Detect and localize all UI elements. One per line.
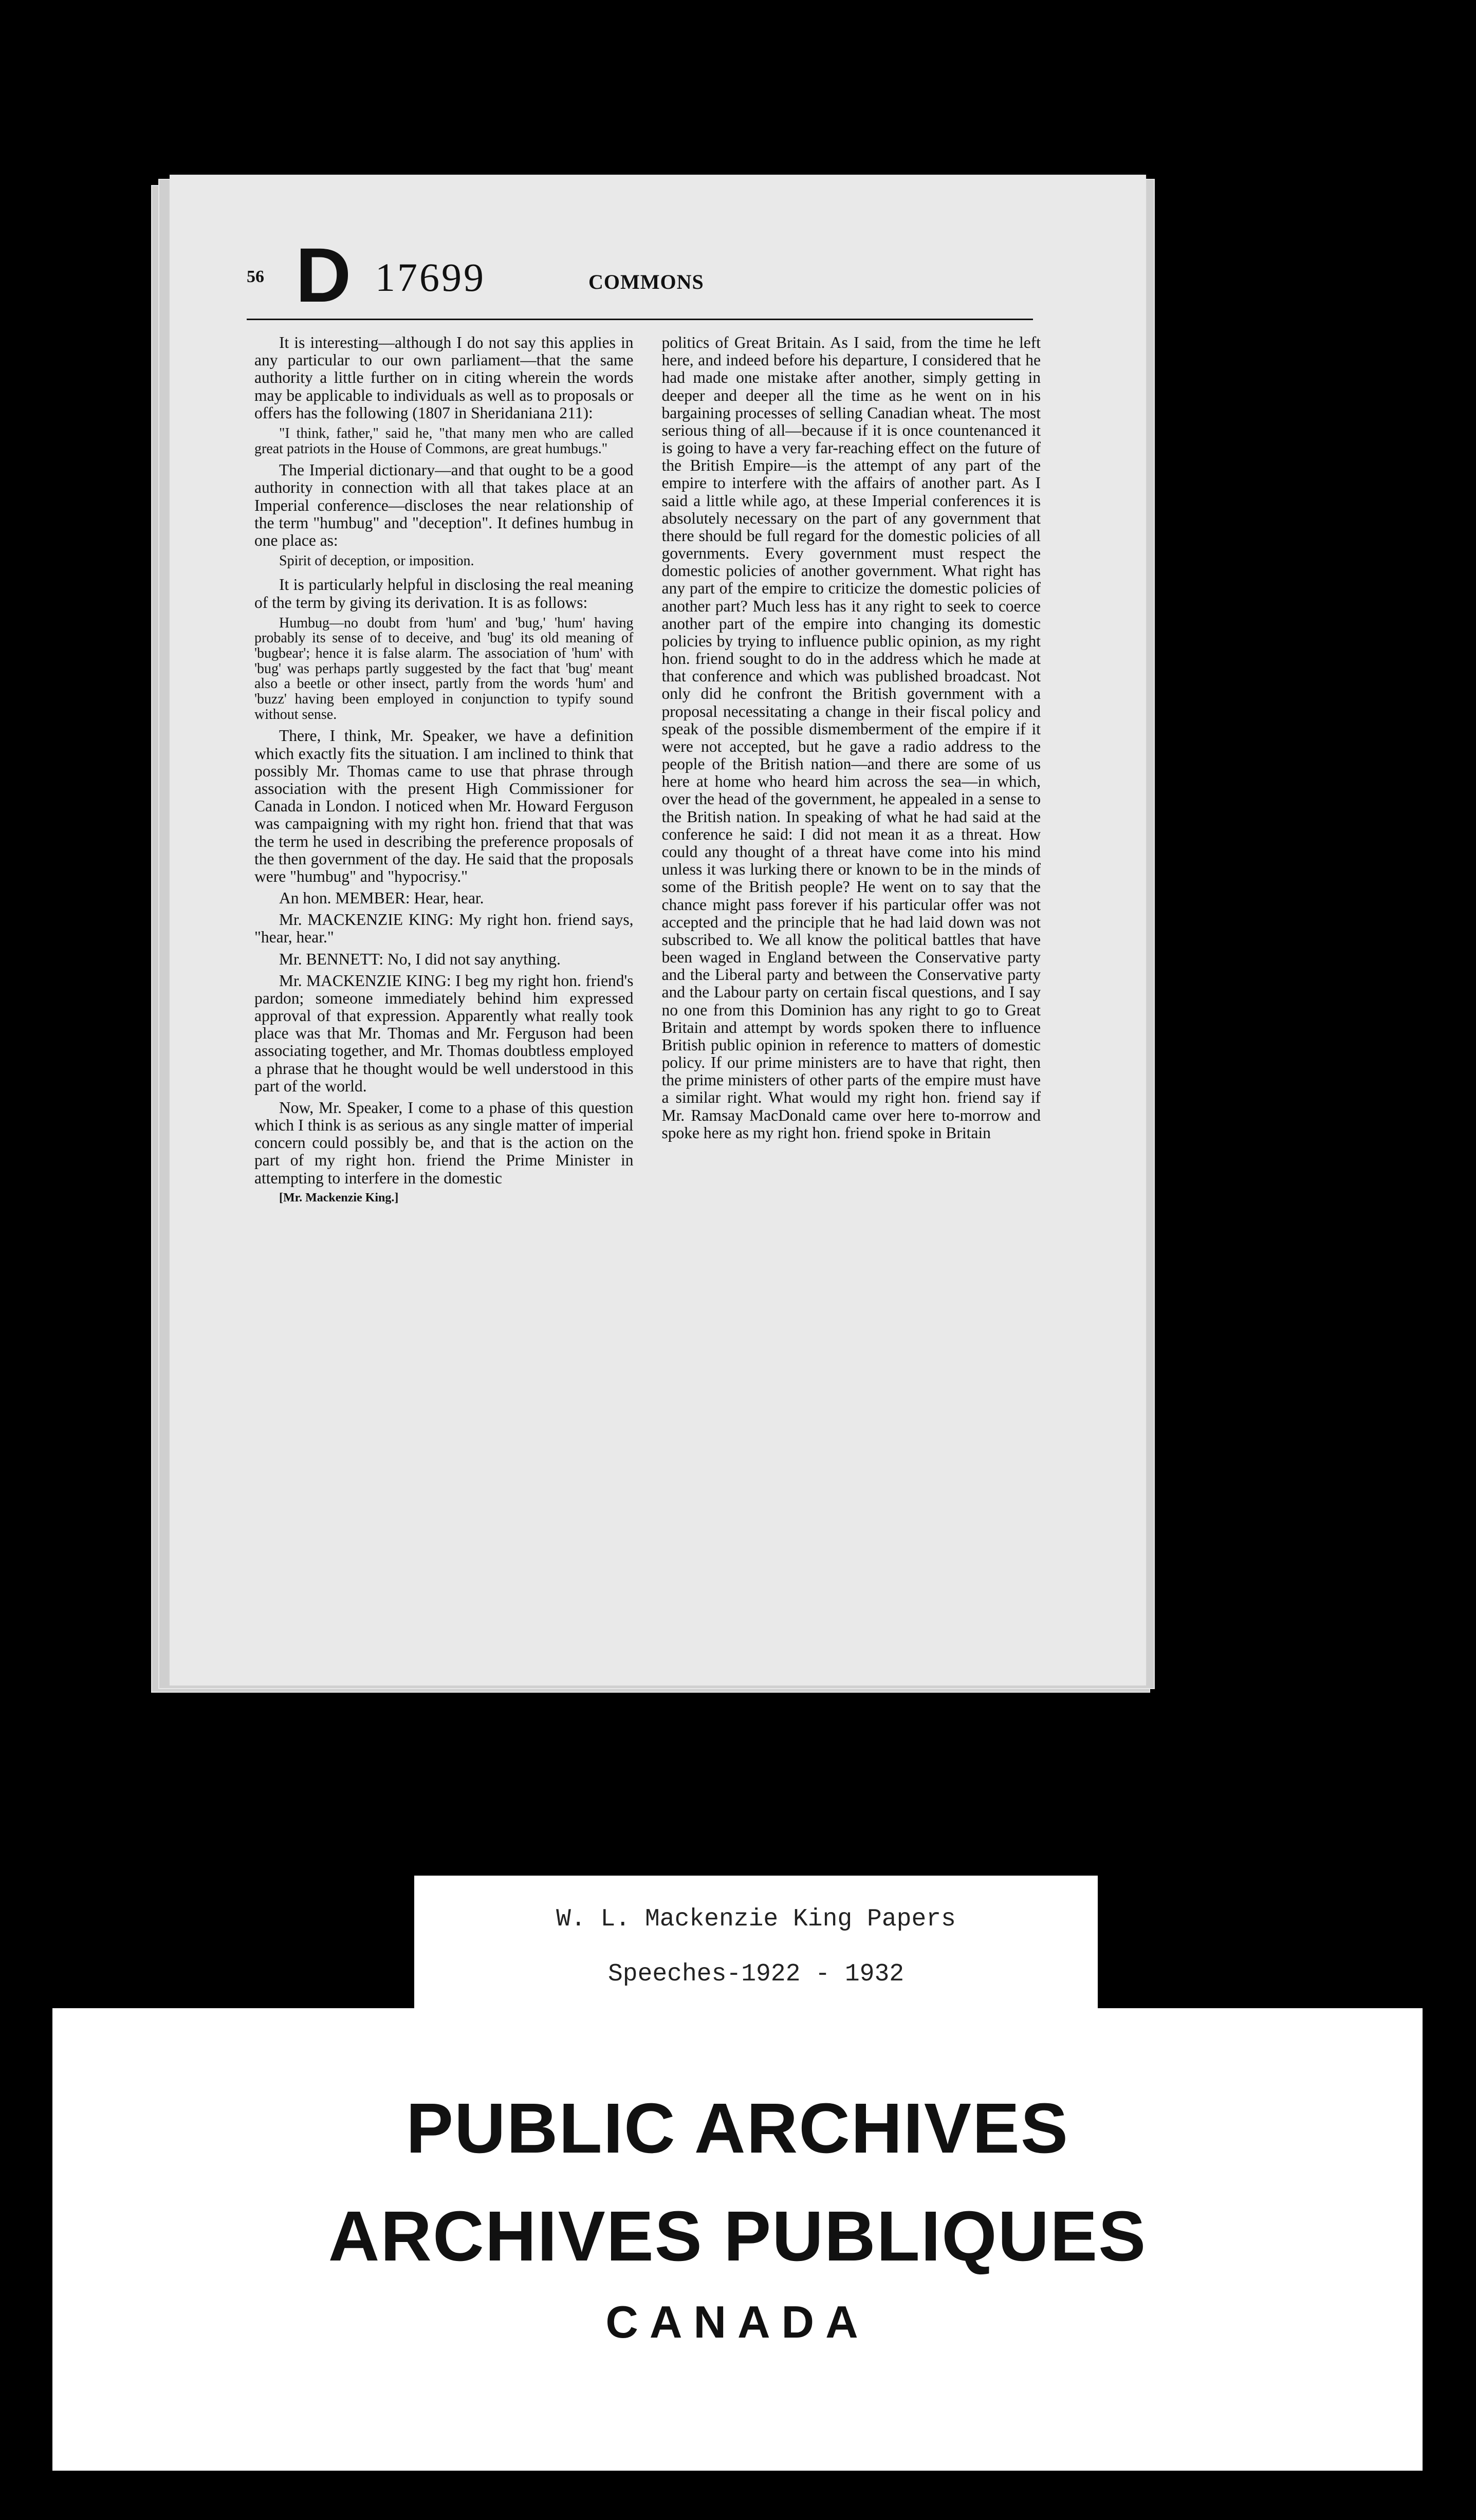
paragraph: Now, Mr. Speaker, I come to a phase of this question which I think is as serious as any single matter of imperial concern could possibly be, and that is the action on the part of my right hon. friend the Prime Minister in attempting to interfere in the domestic [254,1098,634,1187]
archives-french-title: ARCHIVES PUBLIQUES [328,2197,1147,2276]
stamp-letter: D [296,232,352,318]
archives-english-title: PUBLIC ARCHIVES [406,2089,1069,2168]
archives-label [52,2008,1423,2471]
paragraph: The Imperial dictionary—and that ought to be a good authority in connection with all that takes place at an Imperial conference—discloses the near relationship of the term "humbug" and "deception". It defines humbug in one place as: [254,461,634,549]
papers-collection-title: W. L. Mackenzie King Papers [556,1905,956,1933]
paragraph: It is particularly helpful in disclosing the real meaning of the term by giving its derivation. It is as follows: [254,576,634,612]
quotation: "I think, father," said he, "that many men who are called great patriots in the House of Commons, are great humbugs." [254,425,634,457]
paragraph: politics of Great Britain. As I said, from the time he left here, and indeed before his departure, I considered that he had made one mistake after another, simply getting in deeper and deeper all the time as he went on in his bargaining processes of selling Canadian wheat. The most serious thing of all—because if it is once countenanced it is going to have a very far-reaching effect on the future of the British Empire—is the attempt of any part of the empire to interfere with the affairs of another part. As I said a little while ago, at these Imperial conferences it is absolutely necessary on the part of any government that there should be full regard for the domestic policies of all governments. Every government must respect the domestic policies of another government. What right has any part of the empire to criticize the domestic policies of another part? Much less has it any right to seek to coerce another part of the empire into changing its domestic policies by trying to influence public opinion, as my right hon. friend sought to do in the address which he made at that conference and which was published broadcast. Not only did he confront the British government with a proposal necessitating a change in their fiscal policy and speak of the possible dismemberment of the empire if it were not accepted, but he gave a radio address to the people of the British nation—and there are some of us here at home who heard him across the sea—in which, over the head of the government, he appealed in a sense to the British nation. In speaking of what he had said at the conference he said: I did not mean it as a threat. How could any thought of a threat have come into his mind unless it was lurking there or known to be in the minds of some of the British people? He went on to say that the chance might pass forever if his particular offer was not accepted and the principle that he had laid down was not subscribed to. We all know the political battles that have been waged in England between the Conservative party and the Liberal party and between the Conservative party and the Labour party on certain fiscal questions, and I say no one from this Dominion has any right to go to Great Britain and attempt by words spoken there to influence British public opinion in reference to matters of domestic policy. If our prime ministers are to have that right, then the prime ministers of other parts of the empire must have a similar right. What would my right hon. friend say if Mr. Ramsay MacDonald came over here to-morrow and spoke here as my right hon. friend spoke in Britain [661,333,1041,1142]
speaker-footer: [Mr. Mackenzie King.] [279,1191,399,1205]
paragraph: It is interesting—although I do not say this applies in any particular to our own parliament—that the same authority a little further on in citing wherein the words may be applicable to individuals as well as to proposals or offers has the following (1807 in Sheridaniana 211): [254,333,634,422]
paragraph: Mr. MACKENZIE KING: My right hon. friend says, "hear, hear." [254,911,634,947]
left-column [254,334,634,1209]
header-rule [247,319,1033,320]
page-number: 56 [247,267,264,286]
text-columns [254,334,1041,1209]
papers-series-title: Speeches-1922 - 1932 [607,1960,905,1988]
stamp-number: 17699 [375,255,486,300]
running-head: COMMONS [588,270,704,293]
quotation: Humbug—no doubt from 'hum' and 'bug,' 'hum' having probably its sense of to deceive, and 'bug' its old meaning of 'bugbear'; hence it is false alarm. The association of 'hum' with 'bug' was perhaps partly suggested by the fact that 'bug' meant also a beetle or other insect, partly from the words 'hum' and 'buzz' having been employed in conjunction to typify sound without sense. [254,615,634,722]
page-header [170,175,1146,324]
paragraph: Mr. MACKENZIE KING: I beg my right hon. friend's pardon; someone immediately behind him expressed approval of that expression. Apparently what really took place was that Mr. Thomas and Mr. Ferguson had been associating together, and Mr. Thomas doubtless employed a phrase that he thought would be well understood in this part of the world. [254,971,634,1095]
quotation: Spirit of deception, or imposition. [279,553,474,569]
archives-country: CANADA [605,2296,870,2347]
paragraph: An hon. MEMBER: Hear, hear. [279,889,484,907]
right-column [662,334,1041,1209]
paragraph: There, I think, Mr. Speaker, we have a definition which exactly fits the situation. I am inclined to think that possibly Mr. Thomas came to use that phrase through association with the present High Commissioner for Canada in London. I noticed when Mr. Howard Ferguson was campaigning with my right hon. friend that that was the term he used in describing the preference proposals of the then government of the day. He said that the proposals were "humbug" and "hypocrisy." [254,727,634,885]
paragraph: Mr. BENNETT: No, I did not say anything. [279,950,561,968]
document-page [170,175,1146,1685]
document-page-stack [149,170,1167,1691]
